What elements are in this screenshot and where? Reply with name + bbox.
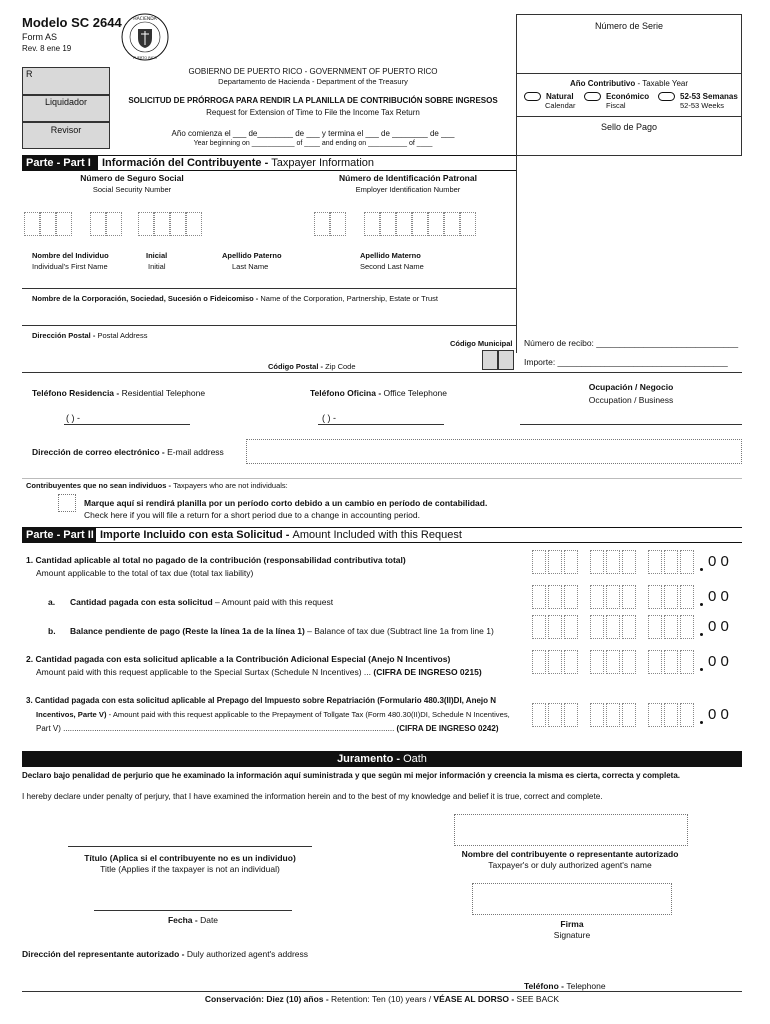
form-as: Form AS	[22, 32, 58, 42]
amount-digit[interactable]	[664, 550, 678, 574]
ssn-digit[interactable]	[186, 212, 202, 236]
amount-digit[interactable]	[622, 615, 636, 639]
part2-label: Parte - Part II	[26, 529, 94, 541]
amount-digit[interactable]	[590, 703, 604, 727]
form-title-es: SOLICITUD DE PRÓRROGA PARA RENDIR LA PLANILLA DE CONTRIBUCIÓN SOBRE INGRESOS	[128, 96, 498, 105]
agent-address-label: Dirección del representante autorizado - Duly authorized agent's address	[22, 949, 309, 959]
amount-digit[interactable]	[680, 703, 694, 727]
oath-declaration-en: I hereby declare under penalty of perjury, that I have examined the information herein and to the best of my knowledge and belief it is true, correct and complete.	[22, 792, 603, 801]
weeks-radio[interactable]	[658, 92, 675, 101]
line-2-label: 2. Cantidad pagada con esta solicitud aplicable a la Contribución Adicional Especial (Anejo N Incentivos)	[26, 654, 451, 664]
amount-digit[interactable]	[590, 550, 604, 574]
last-name-label-en: Last Name	[232, 262, 269, 271]
amount-digit[interactable]	[564, 650, 578, 674]
ein-digit[interactable]	[460, 212, 476, 236]
municipal-code-box[interactable]	[498, 350, 514, 370]
line-1a-letter: a.	[48, 597, 56, 607]
ssn-digit[interactable]	[40, 212, 56, 236]
footer-retention: Conservación: Diez (10) años - Retention: Ten (10) years / VÉASE AL DORSO - SEE BACK	[204, 994, 560, 1004]
line-1-label-en: Amount applicable to the total of tax due (total tax liability)	[36, 568, 254, 578]
amount-digit[interactable]	[622, 585, 636, 609]
amount-digit[interactable]	[622, 650, 636, 674]
cents-value: 0 0	[708, 618, 729, 635]
title-label: Título (Aplica si el contribuyente no es un individuo)	[84, 853, 296, 863]
part1-title: Información del Contribuyente - Taxpayer Information	[98, 156, 516, 170]
amount-digit[interactable]	[548, 615, 562, 639]
email-label: Dirección de correo electrónico - E-mail address	[32, 447, 224, 457]
postal-address-label: Dirección Postal - Postal Address	[32, 331, 148, 340]
svg-text:PUERTO RICO: PUERTO RICO	[133, 56, 157, 60]
ssn-digit[interactable]	[24, 212, 40, 236]
economico-label: Económico	[606, 92, 650, 101]
amount-digit[interactable]	[548, 703, 562, 727]
amount-digit[interactable]	[590, 585, 604, 609]
line-1b-label: Balance pendiente de pago (Reste la línea 1a de la línea 1) – Balance of tax due (Subtract line 1a from line 1)	[70, 626, 494, 636]
email-input[interactable]	[246, 439, 742, 464]
ssn-label: Número de Seguro Social	[80, 173, 184, 183]
amount-digit[interactable]	[564, 615, 578, 639]
ssn-digit[interactable]	[106, 212, 122, 236]
line-1a-label: Cantidad pagada con esta solicitud – Amount paid with this request	[70, 597, 334, 607]
oath-bar: Juramento - Oath	[22, 751, 742, 767]
amount-digit[interactable]	[664, 703, 678, 727]
liquidador-label: Liquidador	[44, 97, 88, 107]
amount-digit[interactable]	[622, 550, 636, 574]
revision: Rev. 8 ene 19	[22, 44, 72, 53]
office-phone-field[interactable]: ( ) -	[322, 413, 336, 423]
ein-digit[interactable]	[412, 212, 428, 236]
ssn-digit[interactable]	[154, 212, 170, 236]
decimal-point	[700, 568, 703, 571]
title-label-en: Title (Applies if the taxpayer is not an individual)	[100, 864, 280, 874]
economico-radio[interactable]	[584, 92, 601, 101]
ein-digit[interactable]	[314, 212, 330, 236]
second-last-name-label: Apellido Materno	[360, 251, 421, 260]
amount-digit[interactable]	[532, 550, 546, 574]
taxable-year-label: Año Contributivo - Taxable Year	[569, 79, 689, 88]
hacienda-seal-icon	[120, 12, 170, 62]
amount-digit[interactable]	[548, 585, 562, 609]
residential-phone-label: Teléfono Residencia - Residential Telephone	[32, 388, 206, 398]
last-name-label: Apellido Paterno	[222, 251, 282, 260]
cents-value: 0 0	[708, 553, 729, 570]
ein-digit[interactable]	[380, 212, 396, 236]
ein-label: Número de Identificación Patronal	[339, 173, 477, 183]
cents-value: 0 0	[708, 588, 729, 605]
line-1-label: 1. Cantidad aplicable al total no pagado de la contribución (responsabilidad contributiva total)	[26, 555, 406, 565]
amount-digit[interactable]	[532, 585, 546, 609]
line-3-label-en2: Part V) ..................................................................................................................................................... (CIFRA DE INGRESO 0242)	[36, 724, 499, 733]
receipt-number-field[interactable]: Número de recibo: ______________________________	[524, 338, 739, 348]
amount-digit[interactable]	[564, 703, 578, 727]
svg-text:HACIENDA: HACIENDA	[133, 17, 157, 22]
decimal-point	[700, 668, 703, 671]
line-1b-letter: b.	[48, 626, 56, 636]
amount-digit[interactable]	[680, 585, 694, 609]
natural-label: Natural	[546, 92, 574, 101]
amount-digit[interactable]	[680, 650, 694, 674]
amount-digit[interactable]	[532, 703, 546, 727]
r-label: R	[26, 69, 33, 79]
gov-line: GOBIERNO DE PUERTO RICO - GOVERNMENT OF PUERTO RICO	[188, 67, 438, 76]
amount-digit[interactable]	[532, 650, 546, 674]
amount-digit[interactable]	[532, 615, 546, 639]
line-3-label: 3. Cantidad pagada con esta solicitud aplicable al Prepago del Impuesto sobre Repatriación (Formulario 480.3(II)DI, Anejo N	[26, 696, 497, 705]
amount-digit[interactable]	[664, 615, 678, 639]
decimal-point	[700, 721, 703, 724]
decimal-point	[700, 603, 703, 606]
form-title-en: Request for Extension of Time to File the Income Tax Return	[206, 108, 420, 117]
office-phone-label: Teléfono Oficina - Office Telephone	[310, 388, 447, 398]
initial-label-en: Initial	[148, 262, 166, 271]
r-box	[22, 67, 110, 95]
amount-digit[interactable]	[664, 650, 678, 674]
line-3-label-en: Incentivos, Parte V) - Amount paid with this request applicable to the Prepayment of Tollgate Tax (Form 480.30(II)DI, Schedule N Incentives,	[36, 710, 510, 719]
year-line-en: Year beginning on ___________ of ____ and ending on __________ of ____	[193, 140, 433, 147]
taxpayer-name-label-en: Taxpayer's or duly authorized agent's name	[488, 860, 652, 870]
oath-declaration-es: Declaro bajo penalidad de perjurio que he examinado la información aquí suministrada y que según mi mejor información y creencia la misma es cierta, correcta y completa.	[22, 771, 680, 780]
decimal-point	[700, 633, 703, 636]
revisor-label: Revisor	[50, 125, 82, 135]
municipal-code-box[interactable]	[482, 350, 498, 370]
amount-digit[interactable]	[648, 703, 662, 727]
date-label: Fecha - Date	[167, 915, 219, 925]
semanas-label: 52-53 Semanas	[680, 92, 738, 101]
second-last-name-label-en: Second Last Name	[360, 262, 424, 271]
amount-digit[interactable]	[590, 615, 604, 639]
cents-value: 0 0	[708, 706, 729, 723]
fiscal-label: Fiscal	[606, 101, 626, 110]
line-2-label-en: Amount paid with this request applicable to the Special Surtax (Schedule N Incentives) ... (CIFRA DE INGRESO 0215)	[36, 667, 482, 677]
amount-digit[interactable]	[606, 650, 620, 674]
ein-digit[interactable]	[330, 212, 346, 236]
weeks-label: 52-53 Weeks	[680, 101, 725, 110]
municipal-code-label: Código Municipal	[450, 339, 513, 348]
year-line-es: Año comienza el ___ de________ de ___ y termina el ___ de ________ de ___	[171, 129, 455, 138]
amount-digit[interactable]	[622, 703, 636, 727]
signature-label: Firma	[560, 919, 584, 929]
amount-digit[interactable]	[606, 585, 620, 609]
occupation-label-en: Occupation / Business	[588, 395, 674, 405]
amount-digit[interactable]	[648, 550, 662, 574]
numero-serie-label: Número de Serie	[594, 21, 664, 31]
residential-phone-field[interactable]: ( ) -	[66, 413, 80, 423]
natural-radio[interactable]	[524, 92, 541, 101]
sello-pago-label: Sello de Pago	[600, 122, 658, 132]
amount-digit[interactable]	[648, 650, 662, 674]
calendar-label: Calendar	[545, 101, 576, 110]
amount-digit[interactable]	[548, 550, 562, 574]
ssn-digit[interactable]	[90, 212, 106, 236]
amount-digit[interactable]	[606, 703, 620, 727]
part2-title: Importe Incluido con esta Solicitud - Amount Included with this Request	[96, 528, 742, 542]
part1-label: Parte - Part I	[26, 157, 91, 169]
initial-label: Inicial	[146, 251, 168, 260]
ein-digit[interactable]	[364, 212, 380, 236]
ssn-digit[interactable]	[170, 212, 186, 236]
ssn-label-en: Social Security Number	[92, 185, 172, 194]
amount-digit[interactable]	[590, 650, 604, 674]
zip-code-label: Código Postal - Zip Code	[268, 362, 356, 371]
short-period-checkbox[interactable]	[58, 494, 76, 512]
amount-digit[interactable]	[606, 615, 620, 639]
ein-digit[interactable]	[396, 212, 412, 236]
ssn-digit[interactable]	[56, 212, 72, 236]
corp-name-label: Nombre de la Corporación, Sociedad, Sucesión o Fideicomiso - Name of the Corporation, Partnership, Estate or Trust	[32, 294, 438, 303]
amount-digit[interactable]	[648, 585, 662, 609]
first-name-label-en: Individual's First Name	[32, 262, 108, 271]
amount-digit[interactable]	[680, 615, 694, 639]
amount-digit[interactable]	[648, 615, 662, 639]
amount-digit[interactable]	[606, 550, 620, 574]
amount-digit[interactable]	[680, 550, 694, 574]
taxpayer-name-input[interactable]	[454, 814, 688, 846]
amount-digit[interactable]	[564, 585, 578, 609]
ein-digit[interactable]	[444, 212, 460, 236]
short-period-label: Marque aquí si rendirá planilla por un período corto debido a un cambio en período de contabilidad.	[84, 498, 488, 508]
first-name-label: Nombre del Individuo	[32, 251, 109, 260]
taxpayer-name-label: Nombre del contribuyente o representante autorizado	[461, 849, 679, 859]
occupation-label: Ocupación / Negocio	[588, 382, 674, 392]
ein-digit[interactable]	[428, 212, 444, 236]
agent-phone-label: Teléfono - Telephone	[524, 981, 606, 991]
amount-digit[interactable]	[664, 585, 678, 609]
form-title: Modelo SC 2644	[22, 15, 122, 30]
signature-input[interactable]	[472, 883, 672, 915]
cents-value: 0 0	[708, 653, 729, 670]
amount-digit[interactable]	[564, 550, 578, 574]
ssn-digit[interactable]	[138, 212, 154, 236]
ein-label-en: Employer Identification Number	[355, 185, 461, 194]
short-period-label-en: Check here if you will file a return for a short period due to a change in accounting period.	[84, 510, 420, 520]
dept-line: Departamento de Hacienda - Department of the Treasury	[218, 77, 408, 86]
non-individuals-label: Contribuyentes que no sean individuos - Taxpayers who are not individuals:	[26, 481, 288, 490]
amount-field[interactable]: Importe: ____________________________________	[524, 357, 728, 367]
signature-label-en: Signature	[553, 930, 591, 940]
amount-digit[interactable]	[548, 650, 562, 674]
